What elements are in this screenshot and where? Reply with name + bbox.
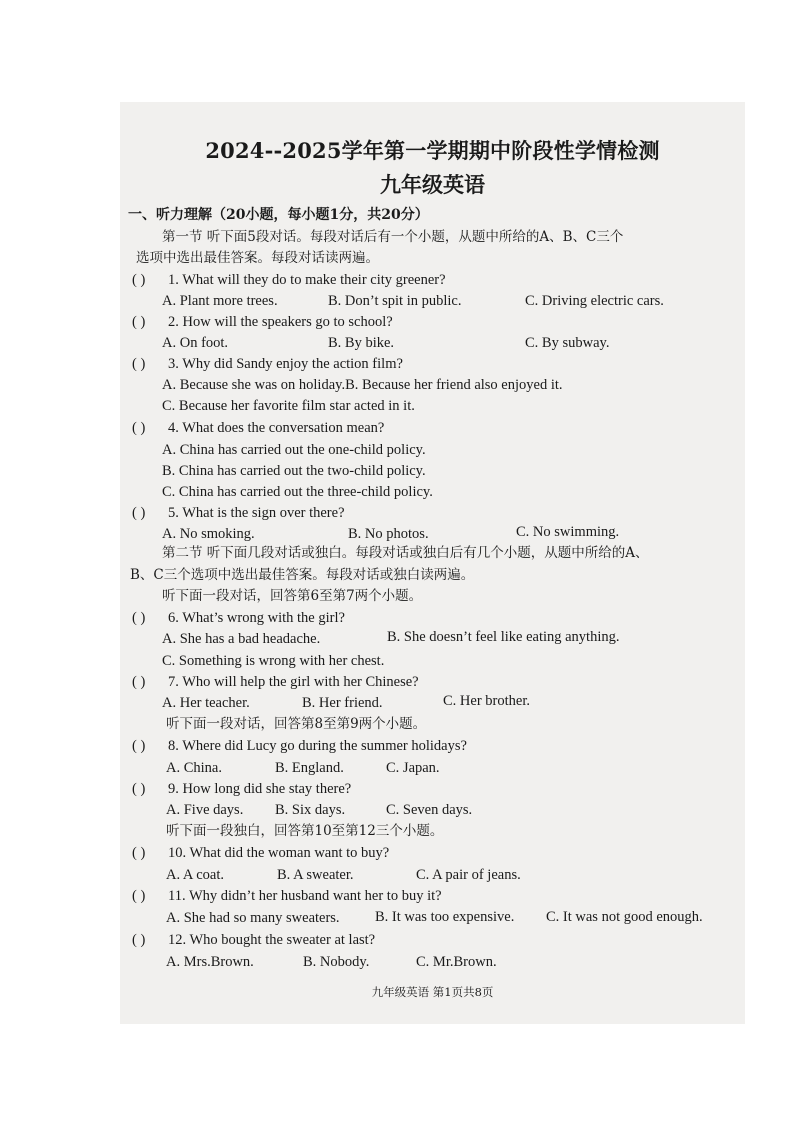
question-3 — [132, 355, 403, 373]
option-a: A. No smoking. — [162, 526, 255, 542]
option-b: B. Don’t spit in public. — [328, 293, 462, 309]
answer-blank[interactable]: ( ) — [132, 610, 146, 626]
option-b: B. Six days. — [275, 802, 346, 818]
option-a: A. A coat. — [166, 867, 224, 883]
question-text: 8. Where did Lucy go during the summer holidays? — [168, 738, 467, 754]
question-text: 11. Why didn’t her husband want her to buy it? — [168, 888, 442, 904]
question-text: 12. Who bought the sweater at last? — [168, 932, 376, 948]
listening-note: 听下面一段对话，回答第8至第9两个小题。 — [166, 716, 427, 732]
option-b: B. By bike. — [328, 335, 395, 351]
part2-intro-cont: B、C三个选项中选出最佳答案。每段对话或独白读两遍。 — [130, 567, 475, 583]
option-b: B. It was too expensive. — [375, 909, 515, 925]
answer-blank[interactable]: ( ) — [132, 932, 146, 948]
option-a: A. China. — [166, 760, 222, 776]
answer-blank[interactable]: ( ) — [132, 781, 146, 797]
option-c: C. It was not good enough. — [546, 909, 703, 925]
option-b: B. England. — [275, 760, 344, 776]
option-c: C. Her brother. — [443, 693, 530, 709]
option-b: B. China has carried out the two-child policy. — [162, 463, 426, 479]
question-text: 1. What will they do to make their city greener? — [168, 272, 446, 288]
option-a: A. China has carried out the one-child policy. — [162, 442, 426, 458]
question-1 — [132, 271, 446, 289]
question-11 — [132, 887, 442, 905]
question-10 — [132, 844, 389, 862]
answer-blank[interactable]: ( ) — [132, 356, 146, 372]
answer-blank[interactable]: ( ) — [132, 845, 146, 861]
answer-blank[interactable]: ( ) — [132, 272, 146, 288]
part2-intro: 第二节 听下面几段对话或独白。每段对话或独白后有几个小题，从题中所给的A、 — [162, 545, 649, 561]
option-a: A. She had so many sweaters. — [166, 910, 340, 926]
answer-blank[interactable]: ( ) — [132, 314, 146, 330]
question-text: 2. How will the speakers go to school? — [168, 314, 393, 330]
question-text: 3. Why did Sandy enjoy the action film? — [168, 356, 403, 372]
option-c: C. Something is wrong with her chest. — [162, 653, 385, 669]
question-7 — [132, 673, 419, 691]
answer-blank[interactable]: ( ) — [132, 674, 146, 690]
option-b: B. No photos. — [348, 526, 429, 542]
option-c: C. Mr.Brown. — [416, 954, 497, 970]
option-c: C. No swimming. — [516, 524, 620, 540]
part1-intro-cont: 选项中选出最佳答案。每段对话读两遍。 — [136, 250, 379, 266]
question-6 — [132, 609, 345, 627]
section-heading: 一、听力理解（20小题，每小题1分，共20分） — [128, 207, 429, 223]
answer-blank[interactable]: ( ) — [132, 420, 146, 436]
option-b: B. Nobody. — [303, 954, 370, 970]
question-12 — [132, 931, 375, 949]
question-text: 5. What is the sign over there? — [168, 505, 345, 521]
part1-intro: 第一节 听下面5段对话。每段对话后有一个小题，从题中所给的A、B、C三个 — [162, 229, 624, 245]
page-title: 2024--2025学年第一学期期中阶段性学情检测 — [205, 138, 660, 163]
option-c: C. Japan. — [386, 760, 440, 776]
question-9 — [132, 780, 351, 798]
answer-blank[interactable]: ( ) — [132, 505, 146, 521]
option-a: A. Her teacher. — [162, 695, 250, 711]
question-text: 10. What did the woman want to buy? — [168, 845, 390, 861]
option-b: B. She doesn’t feel like eating anything. — [387, 629, 620, 645]
listening-note: 听下面一段对话，回答第6至第7两个小题。 — [162, 588, 423, 604]
question-text: 6. What’s wrong with the girl? — [168, 610, 345, 626]
exam-page — [120, 102, 745, 1024]
page-footer: 九年级英语 第1页共8页 — [371, 985, 494, 999]
option-c: C. Because her favorite film star acted in it. — [162, 398, 415, 414]
question-text: 9. How long did she stay there? — [168, 781, 352, 797]
listening-note: 听下面一段独白，回答第10至第12三个小题。 — [166, 823, 444, 839]
answer-blank[interactable]: ( ) — [132, 888, 146, 904]
option-a: A. She has a bad headache. — [162, 631, 321, 647]
question-8 — [132, 737, 467, 755]
option-c: C. China has carried out the three-child policy. — [162, 484, 433, 500]
option-a: A. Plant more trees. — [162, 293, 278, 309]
option-c: C. By subway. — [525, 335, 610, 351]
question-text: 4. What does the conversation mean? — [168, 420, 385, 436]
option-b: B. A sweater. — [277, 867, 354, 883]
option-c: C. Driving electric cars. — [525, 293, 664, 309]
option-a: A. Mrs.Brown. — [166, 954, 254, 970]
option-c: C. A pair of jeans. — [416, 867, 521, 883]
option-c: C. Seven days. — [386, 802, 473, 818]
question-text: 7. Who will help the girl with her Chinese? — [168, 674, 419, 690]
answer-blank[interactable]: ( ) — [132, 738, 146, 754]
question-2 — [132, 313, 393, 331]
option-b: B. Her friend. — [302, 695, 383, 711]
option-a: A. Five days. — [166, 802, 244, 818]
page-subtitle: 九年级英语 — [380, 172, 485, 197]
question-5 — [132, 504, 345, 522]
question-4 — [132, 419, 384, 437]
option-a: A. On foot. — [162, 335, 229, 351]
option-a-b: A. Because she was on holiday.B. Because her friend also enjoyed it. — [162, 377, 563, 393]
